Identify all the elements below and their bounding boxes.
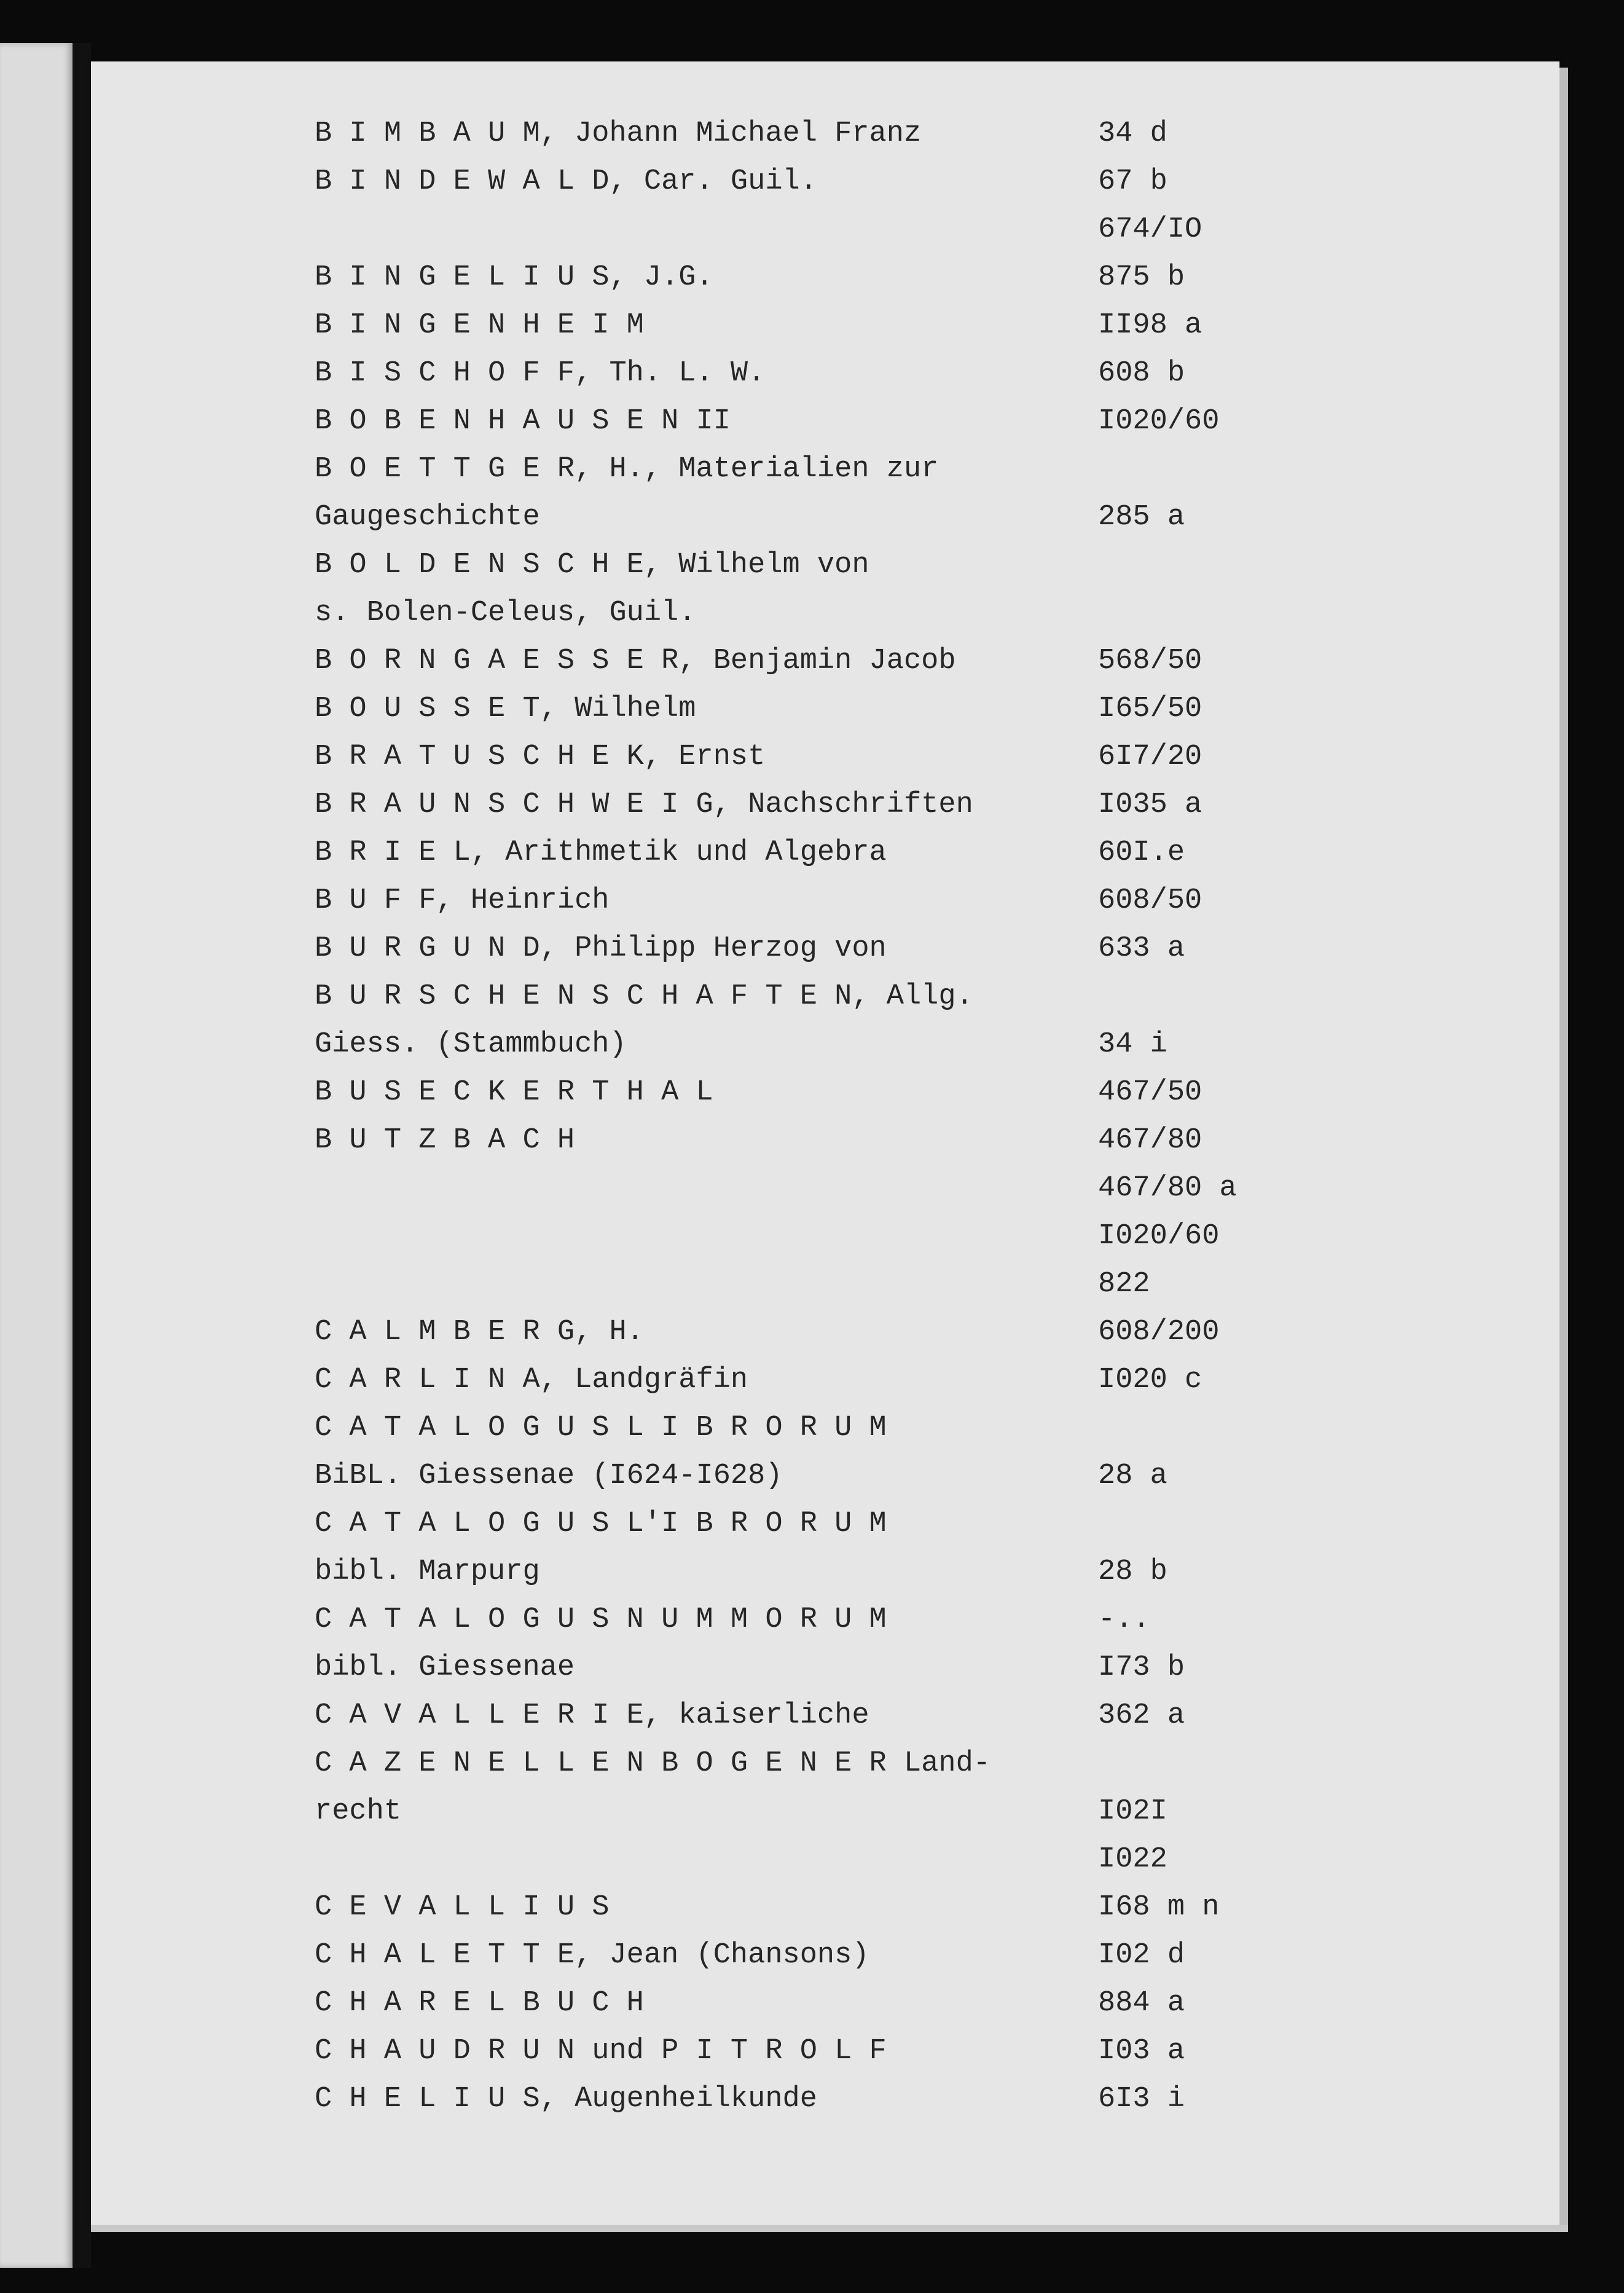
index-entry xyxy=(315,1551,1347,1594)
index-entry xyxy=(315,1790,1347,1833)
entry-ref: 608/200 xyxy=(1098,1316,1220,1348)
entry-ref: 6I7/20 xyxy=(1098,741,1202,773)
entry-name: B U R S C H E N S C H A F T E N, Allg. xyxy=(315,980,973,1013)
entry-ref: 467/80 xyxy=(1098,1124,1202,1157)
entry-ref: 467/50 xyxy=(1098,1076,1202,1109)
index-entry xyxy=(315,256,1347,299)
index-entry xyxy=(315,1694,1347,1737)
entry-name: B I M B A U M, Johann Michael Franz xyxy=(315,117,922,150)
index-entry xyxy=(315,1503,1347,1546)
entry-name: B O U S S E T, Wilhelm xyxy=(315,693,696,725)
entry-ref: I68 m n xyxy=(1098,1891,1220,1924)
index-entry xyxy=(315,160,1347,203)
entry-name: C A Z E N E L L E N B O G E N E R Land- xyxy=(315,1747,990,1780)
index-entry xyxy=(315,1455,1347,1498)
entry-name: C A T A L O G U S N U M M O R U M xyxy=(315,1603,887,1636)
entry-name: B I N D E W A L D, Car. Guil. xyxy=(315,165,817,198)
entry-name: B R A T U S C H E K, Ernst xyxy=(315,741,766,773)
entry-ref: 608 b xyxy=(1098,357,1185,390)
index-entry xyxy=(315,1982,1347,2025)
entry-ref: I020/60 xyxy=(1098,1220,1220,1253)
entry-name: C H A R E L B U C H xyxy=(315,1987,644,2020)
entry-name: C H E L I U S, Augenheilkunde xyxy=(315,2083,817,2115)
entry-ref: -.. xyxy=(1098,1603,1150,1636)
entry-ref: I022 xyxy=(1098,1843,1167,1876)
entry-ref: 60I.e xyxy=(1098,836,1185,869)
entry-ref: 6I3 i xyxy=(1098,2083,1185,2115)
index-entry xyxy=(315,592,1347,635)
index-entry xyxy=(315,1407,1347,1450)
entry-name: B U F F, Heinrich xyxy=(315,884,610,917)
entry-ref: 34 i xyxy=(1098,1028,1167,1061)
book-gutter xyxy=(73,43,91,2268)
index-entry xyxy=(315,400,1347,443)
entry-name: B I N G E L I U S, J.G. xyxy=(315,261,713,294)
entry-name: C E V A L L I U S xyxy=(315,1891,610,1924)
index-entry xyxy=(315,1646,1347,1689)
index-entry xyxy=(315,784,1347,827)
entry-name: B U S E C K E R T H A L xyxy=(315,1076,713,1109)
index-entry xyxy=(315,1071,1347,1114)
entry-name: B O E T T G E R, H., Materialien zur xyxy=(315,453,939,486)
index-entry xyxy=(315,1886,1347,1929)
index-entry xyxy=(315,352,1347,395)
entry-name: B O L D E N S C H E, Wilhelm von xyxy=(315,549,869,581)
index-entry xyxy=(315,927,1347,970)
entry-ref: 674/IO xyxy=(1098,213,1202,246)
index-entry xyxy=(315,496,1347,539)
index-entry xyxy=(315,1934,1347,1977)
entry-name: Giess. (Stammbuch) xyxy=(315,1028,627,1061)
entry-ref: I65/50 xyxy=(1098,693,1202,725)
entry-ref: 28 b xyxy=(1098,1556,1167,1588)
entry-ref: 28 a xyxy=(1098,1460,1167,1492)
entry-name: C A V A L L E R I E, kaiserliche xyxy=(315,1699,869,1732)
entry-ref: I035 a xyxy=(1098,789,1202,821)
left-page-edge xyxy=(0,43,73,2268)
index-entry xyxy=(315,208,1347,251)
index-entry xyxy=(315,1742,1347,1785)
index-entry xyxy=(315,1359,1347,1402)
index-entry xyxy=(315,640,1347,683)
entry-ref: 875 b xyxy=(1098,261,1185,294)
entry-name: B I S C H O F F, Th. L. W. xyxy=(315,357,766,390)
entry-name: B I N G E N H E I M xyxy=(315,309,644,342)
index-entry xyxy=(315,1167,1347,1210)
entry-ref: 285 a xyxy=(1098,501,1185,533)
entry-name: C H A U D R U N und P I T R O L F xyxy=(315,2035,887,2067)
index-entry xyxy=(315,544,1347,587)
index-entry xyxy=(315,1119,1347,1162)
entry-ref: 633 a xyxy=(1098,932,1185,965)
index-entry xyxy=(315,688,1347,731)
entry-ref: I02 d xyxy=(1098,1939,1185,1972)
index-entry xyxy=(315,304,1347,347)
index-entry xyxy=(315,1599,1347,1642)
entry-ref: 884 a xyxy=(1098,1987,1185,2020)
page-edge-bottom xyxy=(91,2225,1568,2232)
index-entry xyxy=(315,1263,1347,1306)
index-entry xyxy=(315,736,1347,779)
entry-ref: 362 a xyxy=(1098,1699,1185,1732)
entry-ref: 608/50 xyxy=(1098,884,1202,917)
entry-name: B U T Z B A C H xyxy=(315,1124,575,1157)
index-entry xyxy=(315,1838,1347,1881)
entry-name: B R I E L, Arithmetik und Algebra xyxy=(315,836,887,869)
entry-name: C A T A L O G U S L'I B R O R U M xyxy=(315,1508,887,1540)
entry-name: BiBL. Giessenae (I624-I628) xyxy=(315,1460,783,1492)
index-entry xyxy=(315,975,1347,1018)
entry-name: C A T A L O G U S L I B R O R U M xyxy=(315,1412,887,1444)
entry-name: s. Bolen-Celeus, Guil. xyxy=(315,597,696,629)
entry-ref: I73 b xyxy=(1098,1651,1185,1684)
entry-name: B R A U N S C H W E I G, Nachschriften xyxy=(315,789,973,821)
entry-ref: I020 c xyxy=(1098,1364,1202,1396)
entry-ref: I020/60 xyxy=(1098,405,1220,438)
index-entry xyxy=(315,879,1347,922)
index-entry xyxy=(315,1215,1347,1258)
entry-ref: 34 d xyxy=(1098,117,1167,150)
entry-name: bibl. Marpurg xyxy=(315,1556,540,1588)
entry-ref: 467/80 a xyxy=(1098,1172,1237,1205)
entry-name: recht xyxy=(315,1795,402,1828)
entry-name: Gaugeschichte xyxy=(315,501,540,533)
index-entry xyxy=(315,448,1347,491)
entry-name: C H A L E T T E, Jean (Chansons) xyxy=(315,1939,869,1972)
index-entry xyxy=(315,2030,1347,2073)
entry-ref: 67 b xyxy=(1098,165,1167,198)
page-edge-right xyxy=(1559,68,1568,2225)
entry-ref: I02I xyxy=(1098,1795,1167,1828)
entry-name: B O B E N H A U S E N II xyxy=(315,405,731,438)
index-entry xyxy=(315,112,1347,155)
entry-name: C A R L I N A, Landgräfin xyxy=(315,1364,748,1396)
entry-name: B U R G U N D, Philipp Herzog von xyxy=(315,932,887,965)
entry-ref: I03 a xyxy=(1098,2035,1185,2067)
index-entry xyxy=(315,2078,1347,2121)
index-entry xyxy=(315,1023,1347,1066)
entry-ref: 822 xyxy=(1098,1268,1150,1300)
entry-name: bibl. Giessenae xyxy=(315,1651,575,1684)
entry-ref: 568/50 xyxy=(1098,645,1202,677)
index-entry xyxy=(315,832,1347,875)
entry-ref: II98 a xyxy=(1098,309,1202,342)
index-entry xyxy=(315,1311,1347,1354)
entry-name: C A L M B E R G, H. xyxy=(315,1316,644,1348)
entry-name: B O R N G A E S S E R, Benjamin Jacob xyxy=(315,645,956,677)
